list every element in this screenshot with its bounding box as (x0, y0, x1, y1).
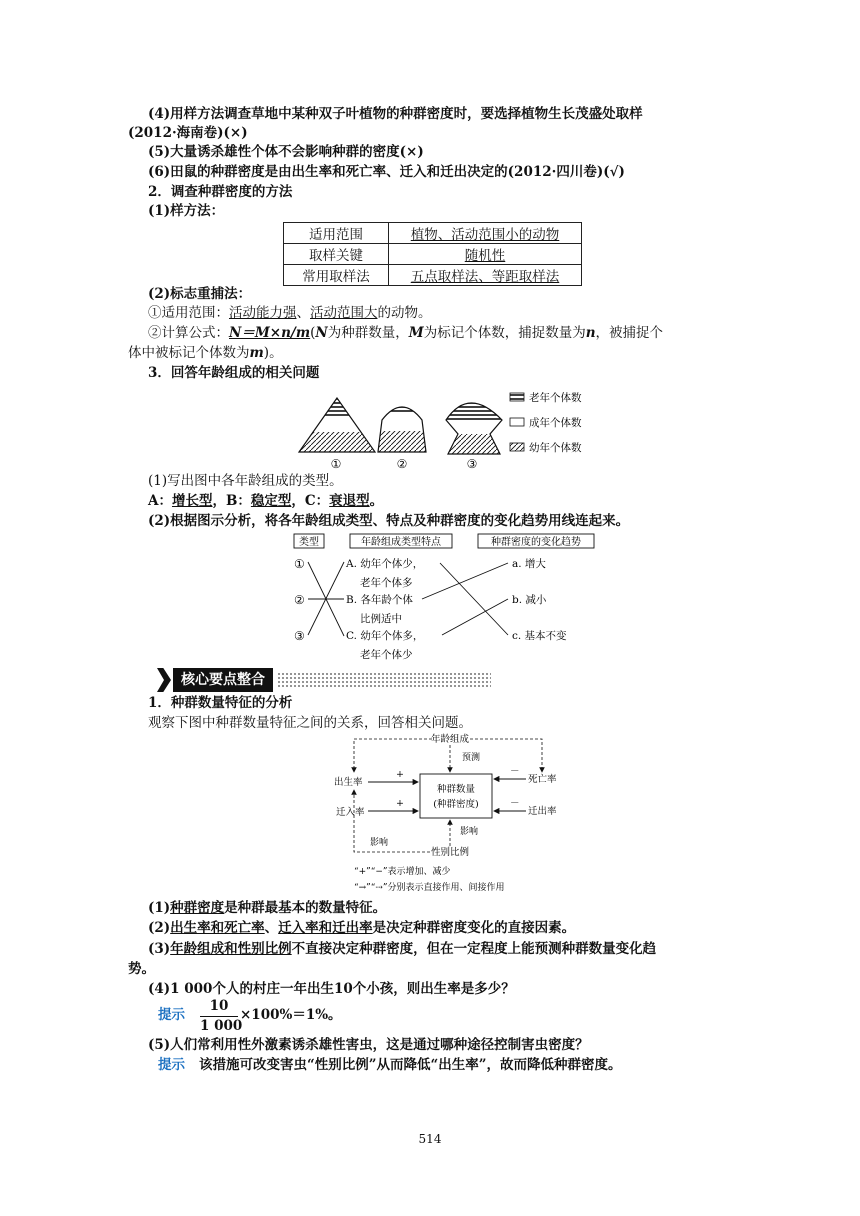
label-predict: 预测 (462, 753, 481, 763)
label-influence: 影响 (460, 827, 479, 837)
text: 的动物。 (377, 305, 432, 321)
text: (2) (148, 920, 171, 936)
table-cell: 随机性 (389, 244, 582, 265)
type-label: ① (294, 557, 305, 571)
text: 体中被标记个体数为 (128, 345, 250, 361)
type-label: ② (294, 593, 305, 607)
mark-recapture-formula (148, 324, 663, 343)
fraction-result: ×100%＝1%。 (240, 1007, 342, 1023)
sign-plus: + (396, 798, 404, 809)
point-3 (148, 940, 656, 959)
header-label: 类型 (299, 537, 319, 548)
page-number: 514 (418, 1132, 442, 1146)
diagram-legend: “+”“−”表示增加、减少 (354, 867, 451, 877)
arrow-indirect (470, 739, 542, 772)
connector-line (422, 563, 508, 599)
trend-text: b. 减小 (512, 594, 547, 606)
point-5: (5)人们常利用性外激素诱杀雄性害虫，这是通过哪种途径控制害虫密度？ (148, 1037, 589, 1053)
feature-text: C. 幼年个体多， (346, 630, 424, 642)
pyramid-label: ② (396, 457, 408, 471)
answer-text: 增长型 (171, 493, 213, 509)
answer-text: 稳定型 (250, 493, 292, 509)
node-birth-rate: 出生率 (334, 777, 363, 788)
text: 不直接决定种群密度，但在一定程度上能预测种群数量变化趋 (291, 941, 657, 957)
text: 是种群最基本的数量特征。 (224, 900, 387, 916)
trend-text: c. 基本不变 (512, 630, 567, 642)
tip-text: 提示 (158, 1057, 185, 1073)
table-row (284, 265, 582, 286)
diagram-legend: “→”“⇢”分别表示直接作用、间接作用 (354, 883, 505, 893)
mark-recapture-heading: (2)标志重捕法： (148, 286, 252, 302)
answer-text: 出生率和死亡率 (170, 920, 265, 936)
sign-minus: － (510, 798, 520, 809)
node-sex-ratio: 性别比例 (430, 847, 470, 858)
sign-minus: － (510, 766, 520, 777)
text: ，被捕捉个 (595, 325, 664, 341)
text: ，B： (212, 493, 251, 509)
pyramid-label: ① (330, 457, 342, 471)
mark-recapture-formula-line2 (128, 344, 283, 363)
text: ②计算公式： (148, 325, 229, 341)
legend-swatch-old (510, 393, 524, 401)
variable: n (585, 325, 596, 341)
key-point-1-title: 1．种群数量特征的分析 (148, 695, 293, 711)
answer-text: 活动范围大 (310, 305, 378, 321)
fraction-denominator: 1 000 (200, 1018, 243, 1034)
text: ，C： (291, 493, 330, 509)
answer-text: 活动能力强 (229, 305, 297, 321)
text: (3) (148, 941, 171, 957)
table-row (284, 223, 582, 244)
table-cell: 适用范围 (284, 223, 389, 244)
item-6: (6)田鼠的种群密度是由出生率和死亡率、迁入和迁出决定的(2012·四川卷)(√) (148, 164, 625, 180)
connector-line (440, 563, 508, 635)
question-3-2: (2)根据图示分析，将各年龄组成类型、特点及种群密度的变化趋势用线连起来。 (148, 513, 630, 529)
table-cell: 植物、活动范围小的动物 (389, 223, 582, 244)
item-4-line1: (4)用样方法调查草地中某种双子叶植物的种群密度时，要选择植物生长茂盛处取样 (148, 106, 643, 122)
pyramid-label: ③ (466, 457, 478, 471)
section-3-title: 3．回答年龄组成的相关问题 (148, 365, 320, 381)
population-characteristics-diagram (330, 734, 580, 894)
feature-text: 老年个体少 (360, 649, 413, 661)
text: A： (148, 493, 172, 509)
text: 是决定种群密度变化的直接因素。 (372, 920, 576, 936)
node-population-label: 种群数量 (436, 784, 476, 795)
section-2-title: 2．调查种群密度的方法 (148, 184, 293, 200)
legend-swatch-adult (510, 418, 524, 426)
answer-text: 年龄组成和性别比例 (170, 941, 292, 957)
fraction-numerator: 10 (209, 998, 229, 1014)
node-population (420, 774, 492, 818)
quadrat-method-heading: (1)样方法： (148, 203, 225, 219)
text: 、 (296, 305, 310, 321)
text: 为标记个体数，捕捉数量为 (423, 325, 586, 341)
text: 、 (264, 920, 279, 936)
connector-line (442, 599, 508, 635)
item-4-line2: (2012·海南卷)(×) (128, 125, 248, 141)
text: ①适用范围： (148, 305, 229, 321)
question-3-1: (1)写出图中各年龄组成的类型。 (148, 473, 343, 489)
table-row (284, 244, 582, 265)
tip-label (158, 1006, 185, 1025)
feature-text: 老年个体多 (360, 577, 413, 589)
feature-text: 比例适中 (360, 613, 402, 625)
table-cell: 取样关键 (284, 244, 389, 265)
arrow-indirect (354, 790, 430, 852)
legend-label: 幼年个体数 (529, 442, 582, 454)
node-death-rate: 死亡率 (528, 774, 557, 785)
dotted-rule (277, 672, 491, 688)
arrow-indirect (354, 739, 432, 772)
point-4: (4)1 000个人的村庄一年出生10个小孩，则出生率是多少？ (148, 981, 515, 997)
matching-diagram (290, 532, 610, 664)
label-influence: 影响 (370, 838, 389, 848)
text: )。 (263, 345, 283, 361)
text: (1) (148, 900, 171, 916)
legend-label: 成年个体数 (529, 417, 582, 429)
mark-recapture-scope (148, 304, 432, 323)
age-pyramid-figure (296, 390, 606, 470)
feature-text: A. 幼年个体少， (346, 558, 424, 570)
type-label: ③ (294, 629, 305, 643)
variable: M (408, 325, 424, 341)
trend-text: a. 增大 (512, 558, 546, 570)
point-3-line2: 势。 (128, 961, 155, 977)
header-label: 年龄组成类型特点 (361, 537, 441, 548)
feature-text: B. 各年龄个体 (346, 594, 413, 606)
text: 。 (369, 493, 384, 509)
point-2 (148, 919, 575, 938)
text: ( (310, 325, 316, 341)
table-cell: 常用取样法 (284, 265, 389, 286)
chevron-right-icon (157, 668, 171, 692)
answer-3-1 (148, 492, 383, 511)
text: 为种群数量， (327, 325, 409, 341)
legend-swatch-young (510, 443, 524, 451)
sign-plus: + (396, 769, 404, 780)
legend-label: 老年个体数 (529, 392, 582, 404)
node-age-structure: 年龄组成 (430, 734, 470, 745)
point-1 (148, 899, 386, 918)
tip-2 (158, 1056, 622, 1075)
formula: N＝M×n/m (229, 325, 311, 341)
answer-text: 种群密度 (170, 900, 225, 916)
core-points-banner (157, 668, 491, 692)
answer-text: 迁入率和迁出率 (278, 920, 373, 936)
variable: m (249, 345, 264, 361)
table-cell: 五点取样法、等距取样法 (389, 265, 582, 286)
banner-title: 核心要点整合 (173, 668, 273, 692)
node-immigration-rate: 迁入率 (336, 807, 365, 818)
node-emigration-rate: 迁出率 (528, 806, 557, 817)
answer-text: 衰退型 (329, 493, 370, 509)
item-5: (5)大量诱杀雄性个体不会影响种群的密度(×) (148, 144, 424, 160)
text: 该措施可改变害虫“性别比例”从而降低“出生率”，故而降低种群密度。 (199, 1057, 622, 1073)
variable: N (315, 325, 328, 341)
key-point-1-intro: 观察下图中种群数量特征之间的关系，回答相关问题。 (148, 715, 472, 731)
header-label: 种群密度的变化趋势 (491, 537, 581, 548)
quadrat-method-table (283, 222, 582, 286)
tip-text: 提示 (158, 1007, 185, 1023)
node-population-sublabel: (种群密度) (433, 799, 479, 810)
